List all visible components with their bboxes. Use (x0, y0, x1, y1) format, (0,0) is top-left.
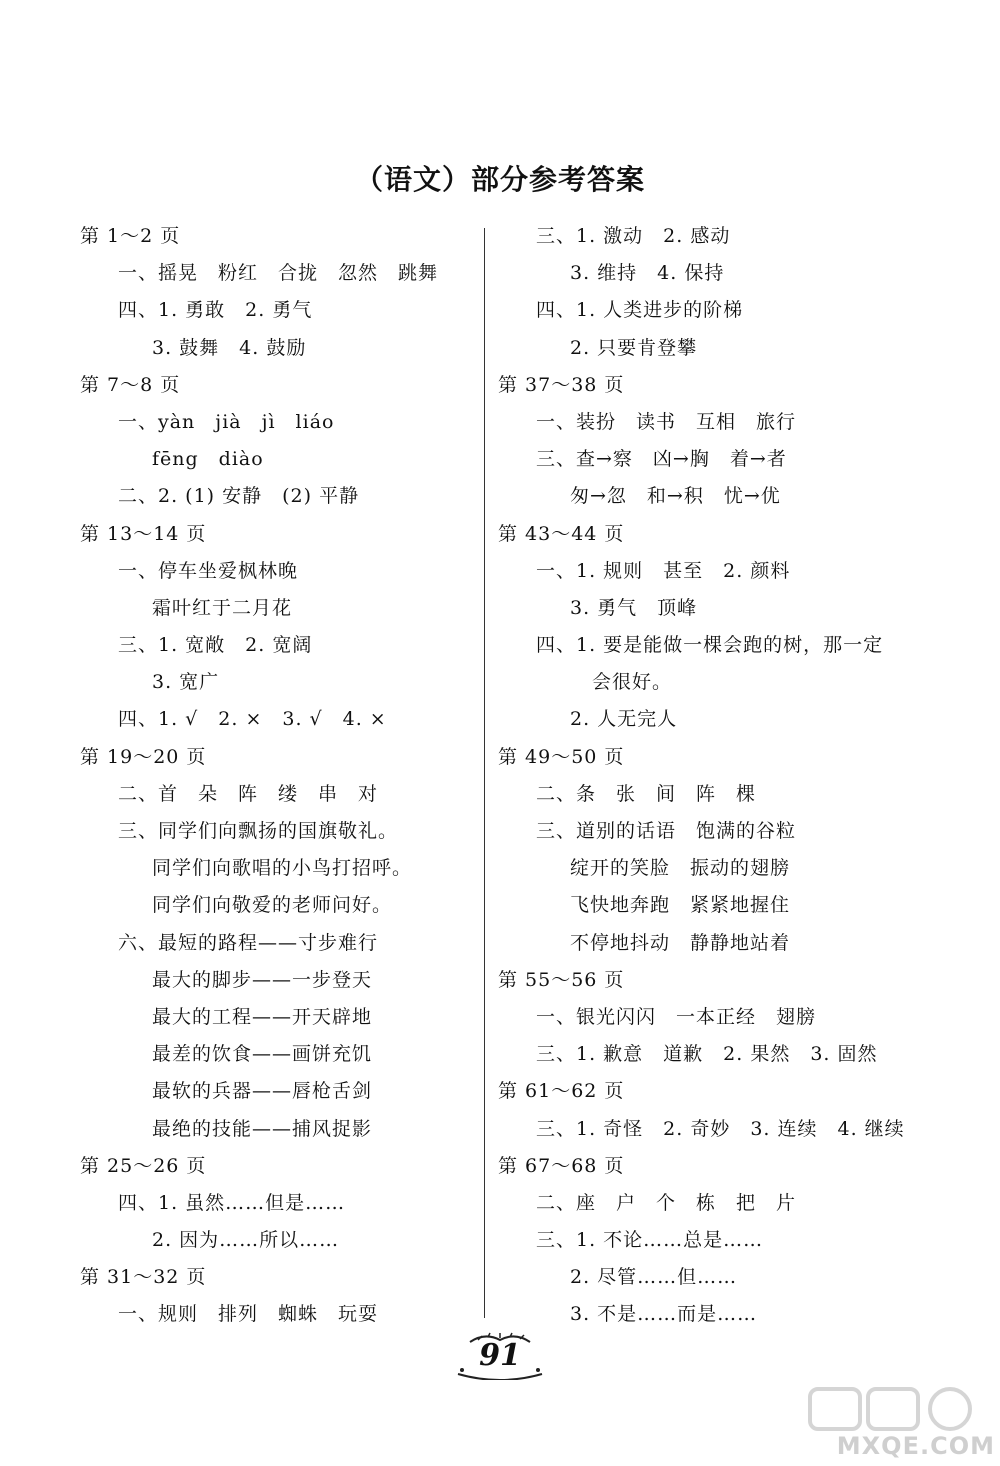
answer-line: 三、1. 激动 2. 感动 (536, 225, 731, 247)
section-heading: 第 49～50 页 (498, 745, 625, 768)
answer-line: 四、1. 人类进步的阶梯 (536, 299, 744, 322)
answer-line: 三、查→察 凶→胸 着→者 (536, 448, 787, 471)
answer-line: 匆→忽 和→积 忧→优 (570, 485, 781, 508)
answer-line: 3. 鼓舞 4. 鼓励 (152, 336, 307, 359)
answer-line: 2. 只要肯登攀 (570, 336, 698, 359)
answer-line: 2. 尽管……但…… (570, 1266, 738, 1289)
answer-line: 三、1. 不论……总是…… (536, 1229, 764, 1252)
answer-line: 一、1. 规则 甚至 2. 颜料 (536, 559, 791, 582)
answer-line: 三、1. 奇怪 2. 奇妙 3. 连续 4. 继续 (536, 1117, 905, 1140)
answer-line: 飞快地奔跑 紧紧地握住 (570, 894, 791, 917)
answer-line: 最差的饮食——画饼充饥 (152, 1043, 373, 1066)
answer-line: 二、2. (1) 安静 (2) 平静 (118, 485, 360, 508)
section-heading: 第 19～20 页 (80, 745, 207, 768)
column-divider (484, 228, 485, 1318)
answer-line: 3. 维持 4. 保持 (570, 262, 725, 285)
section-heading: 第 55～56 页 (498, 968, 625, 991)
answer-line: 一、装扮 读书 互相 旅行 (536, 410, 797, 433)
answer-line: 同学们向敬爱的老师问好。 (152, 894, 393, 917)
answer-line: 3. 不是……而是…… (570, 1303, 758, 1326)
answer-line: 霜叶红于二月花 (152, 596, 293, 619)
answer-line: 一、停车坐爱枫林晚 (118, 559, 299, 582)
answer-line: 会很好。 (592, 671, 673, 694)
answer-line: 最绝的技能——捕风捉影 (152, 1117, 373, 1140)
answer-line: 三、道别的话语 饱满的谷粒 (536, 820, 797, 842)
answer-line: 不停地抖动 静静地站着 (570, 931, 791, 954)
answer-line: 3. 宽广 (152, 671, 220, 694)
section-heading: 第 67～68 页 (498, 1154, 625, 1177)
answer-line: fēng diào (152, 448, 264, 471)
answer-line: 一、银光闪闪 一本正经 翅膀 (536, 1005, 817, 1028)
answer-column-left (80, 218, 470, 1334)
answer-line: 三、同学们向飘扬的国旗敬礼。 (118, 820, 399, 842)
answer-line: 3. 勇气 顶峰 (570, 596, 698, 619)
answer-line: 二、首 朵 阵 缕 串 对 (118, 782, 379, 805)
watermark-logo-icon (790, 1385, 990, 1433)
watermark-text: MXQE.COM (836, 1432, 995, 1460)
answer-line: 三、1. 歉意 道歉 2. 果然 3. 固然 (536, 1043, 878, 1066)
page-number-text: 91 (479, 1338, 521, 1373)
section-heading: 第 7～8 页 (80, 373, 181, 396)
section-heading: 第 31～32 页 (80, 1266, 207, 1289)
answer-line: 四、1. 要是能做一棵会跑的树，那一定 (536, 634, 884, 657)
answer-line: 2. 人无完人 (570, 708, 678, 731)
watermark (790, 1385, 995, 1460)
answer-line: 四、1. 勇敢 2. 勇气 (118, 299, 313, 322)
answer-line: 三、1. 宽敞 2. 宽阔 (118, 634, 313, 657)
section-heading: 第 25～26 页 (80, 1154, 207, 1177)
answer-line: 2. 因为……所以…… (152, 1229, 340, 1252)
answer-line: 二、座 户 个 栋 把 片 (536, 1191, 797, 1214)
section-heading: 第 37～38 页 (498, 373, 625, 396)
answer-line: 一、摇晃 粉红 合拢 忽然 跳舞 (118, 262, 439, 285)
answer-line: 四、1. √ 2. × 3. √ 4. × (118, 708, 387, 731)
answer-line: 绽开的笑脸 振动的翅膀 (570, 857, 791, 880)
section-heading: 第 13～14 页 (80, 522, 207, 545)
answer-line: 最大的脚步——一步登天 (152, 968, 373, 991)
answer-column-right (498, 218, 928, 1334)
section-heading: 第 61～62 页 (498, 1080, 625, 1103)
answer-line: 最大的工程——开天辟地 (152, 1005, 373, 1028)
page-number (450, 1330, 550, 1380)
answer-line: 一、yàn jià jì liáo (118, 410, 335, 433)
answer-line: 最软的兵器——唇枪舌剑 (152, 1080, 373, 1103)
page-title: （语文）部分参考答案 (354, 163, 645, 196)
answer-line: 二、条 张 间 阵 棵 (536, 782, 757, 805)
answer-line: 同学们向歌唱的小鸟打招呼。 (152, 857, 413, 880)
section-heading: 第 1～2 页 (80, 225, 181, 247)
answer-line: 六、最短的路程——寸步难行 (118, 931, 379, 954)
section-heading: 第 43～44 页 (498, 522, 625, 545)
answer-line: 四、1. 虽然……但是…… (118, 1191, 346, 1214)
answer-line: 一、规则 排列 蜘蛛 玩耍 (118, 1303, 379, 1326)
